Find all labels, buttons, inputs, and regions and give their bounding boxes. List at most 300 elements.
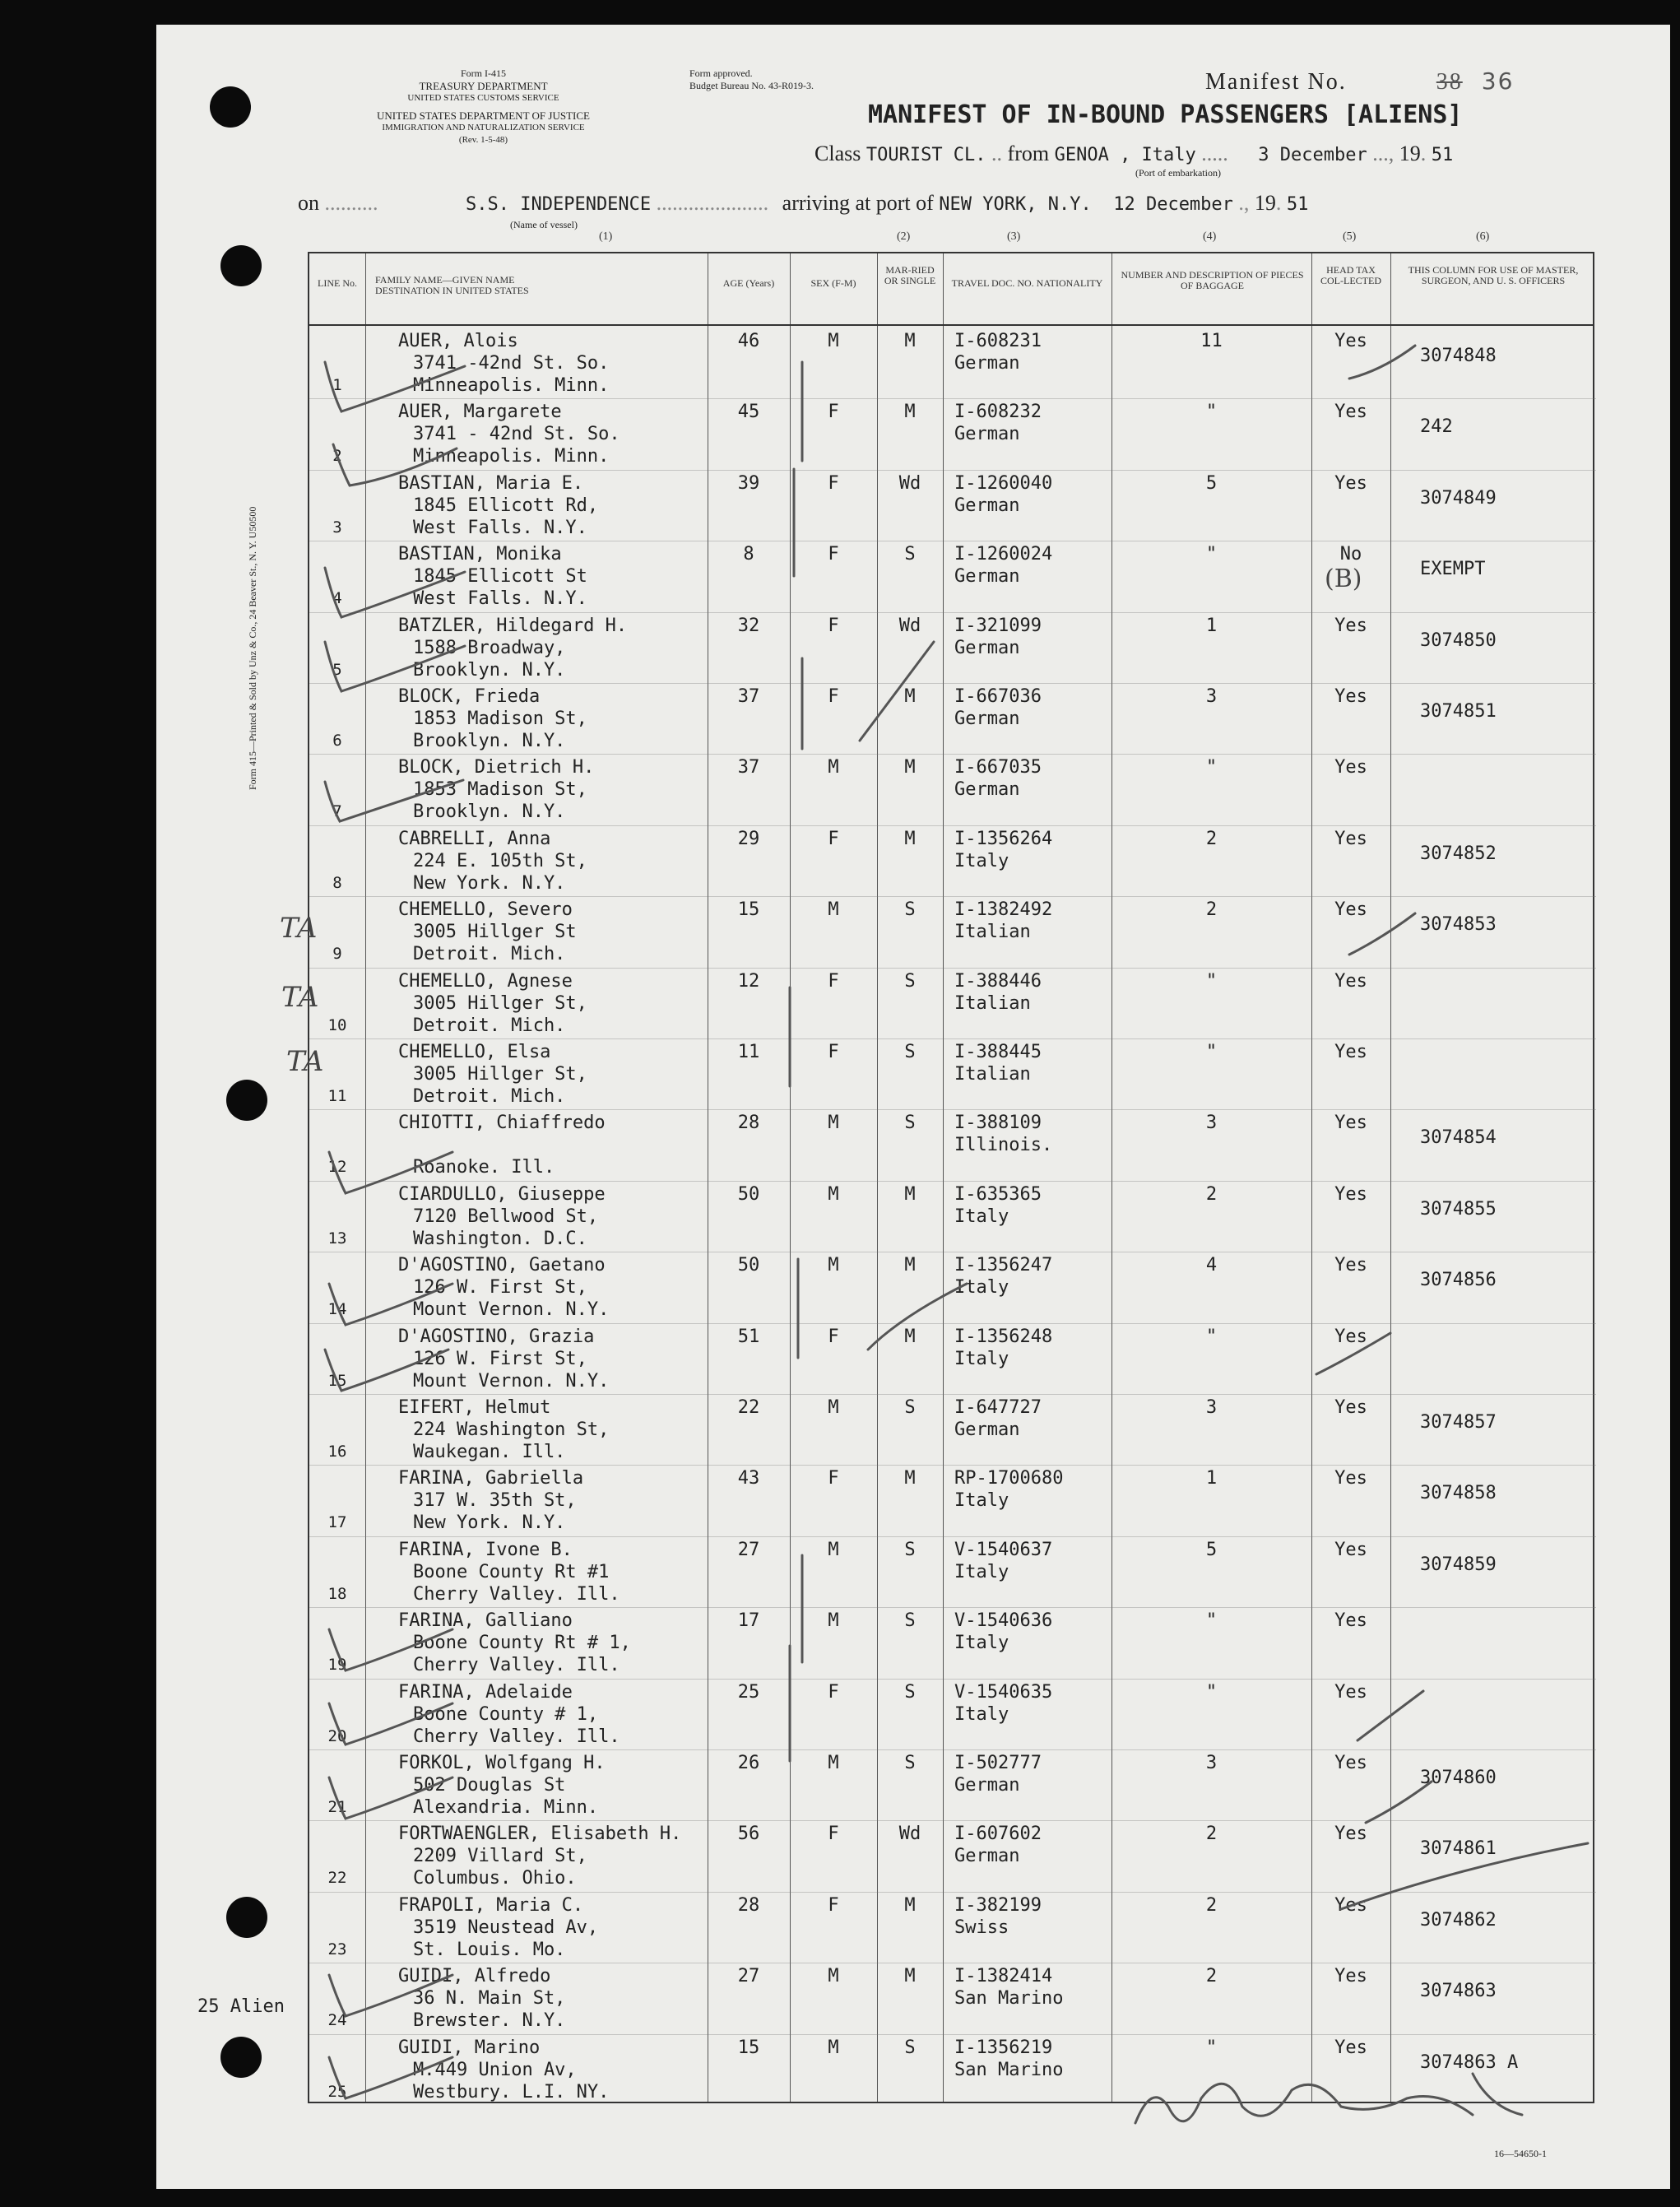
ins-line: IMMIGRATION AND NATURALIZATION SERVICE [382, 123, 585, 132]
nationality: Illinois. [954, 1135, 1053, 1156]
officer-number: 3074848 [1420, 346, 1497, 366]
address-street: 36 N. Main St, [413, 1988, 566, 2010]
baggage-count: 5 [1205, 472, 1218, 494]
travel-doc-no: I-388446 [954, 970, 1042, 992]
line-number: 4 [332, 589, 342, 608]
page-title: MANIFEST OF IN-BOUND PASSENGERS [ALIENS] [868, 100, 1463, 129]
line-number: 17 [327, 1513, 347, 1532]
passenger-name: CHEMELLO, Agnese [398, 970, 573, 992]
passenger-name: FRAPOLI, Maria C. [398, 1894, 584, 1916]
passenger-name: FARINA, Galliano [398, 1610, 573, 1632]
passenger-name: CHEMELLO, Severo [398, 899, 573, 921]
sex: M [828, 1113, 839, 1134]
baggage-count: 2 [1205, 828, 1218, 849]
address-city: Detroit. Mich. [413, 1086, 566, 1107]
address-city: Brooklyn. N.Y. [413, 659, 566, 681]
officer-number: 3074853 [1420, 914, 1497, 936]
address-city: Detroit. Mich. [413, 1015, 566, 1036]
travel-doc-no: I-382199 [954, 1894, 1042, 1916]
address-city: Mount Vernon. N.Y. [413, 1299, 610, 1321]
customs-line: UNITED STATES CUSTOMS SERVICE [407, 93, 559, 103]
travel-doc-no: I-608232 [954, 402, 1042, 423]
baggage-count: 3 [1205, 1113, 1218, 1134]
travel-doc-no: I-1260040 [954, 472, 1053, 494]
baggage-count: 4 [1205, 1255, 1218, 1276]
travel-doc-no: I-388109 [954, 1113, 1042, 1134]
nationality: Italian [954, 1064, 1031, 1085]
nationality: Italy [954, 1561, 1009, 1582]
marital-status: S [904, 1610, 916, 1632]
address-city: Brooklyn. N.Y. [413, 731, 566, 751]
class-label: Class [814, 142, 861, 165]
officer-number: 3074849 [1420, 487, 1497, 509]
sex: F [828, 1894, 839, 1916]
passenger-name: FARINA, Adelaide [398, 1681, 573, 1703]
passenger-name: AUER, Margarete [398, 402, 562, 423]
address-city: Mount Vernon. N.Y. [413, 1370, 610, 1392]
arriving-label: arriving at port of [782, 191, 934, 215]
address-city: Washington. D.C. [413, 1228, 587, 1249]
line-number: 20 [327, 1726, 347, 1745]
age: 29 [737, 828, 760, 849]
nationality: German [954, 424, 1020, 445]
age: 37 [737, 757, 760, 778]
marital-status: S [904, 544, 916, 565]
address-street: 1845 Ellicott Rd, [413, 495, 599, 516]
age: 15 [737, 2037, 760, 2058]
alien-count-note: 25 Alien [197, 1996, 285, 2017]
passenger-name: EIFERT, Helmut [398, 1397, 551, 1418]
sex: F [828, 1681, 839, 1703]
age: 39 [737, 472, 760, 494]
officer-number: 3074863 A [1420, 2051, 1519, 2073]
sex: F [828, 686, 839, 707]
nationality: German [954, 1419, 1020, 1440]
manifest-no-struck: 38 [1436, 69, 1463, 95]
sex: M [828, 1183, 839, 1205]
line-number: 18 [327, 1584, 347, 1603]
address-street: 126 W. First St, [413, 1277, 587, 1299]
sex: F [828, 1468, 839, 1489]
col-head-tax: HEAD TAX COL-LECTED [1320, 264, 1381, 286]
baggage-count: 3 [1205, 1753, 1218, 1773]
marital-status: M [904, 686, 916, 707]
marital-status: M [904, 402, 916, 423]
age: 11 [737, 1042, 760, 1062]
justice-line: UNITED STATES DEPARTMENT OF JUSTICE [377, 109, 590, 122]
officer-number: 3074863 [1420, 1981, 1497, 2002]
travel-doc-no: I-647727 [954, 1397, 1042, 1418]
address-street: M.449 Union Av, [413, 2059, 577, 2080]
nationality: Italy [954, 1277, 1009, 1299]
baggage-count: 2 [1205, 1183, 1218, 1205]
head-tax: Yes [1334, 1681, 1367, 1703]
officer-number: 3074851 [1420, 701, 1497, 722]
address-street: Boone County Rt # 1, [413, 1633, 631, 1654]
nationality: Italy [954, 1703, 1009, 1725]
travel-doc-no: I-635365 [954, 1183, 1042, 1205]
col-head-name: FAMILY NAME—GIVEN NAME DESTINATION IN UNITED STATES [375, 274, 529, 296]
line-number: 6 [332, 732, 342, 750]
travel-doc-no: V-1540635 [954, 1681, 1053, 1703]
travel-doc-no: I-607602 [954, 1824, 1042, 1845]
passenger-name: BATZLER, Hildegard H. [398, 615, 628, 636]
baggage-count: " [1205, 1326, 1218, 1347]
nationality: German [954, 637, 1020, 658]
head-tax: Yes [1334, 1894, 1367, 1916]
sex: M [828, 1255, 839, 1276]
line-number: 23 [327, 1940, 347, 1958]
address-street: Boone County # 1, [413, 1703, 599, 1725]
address-street: 502 Douglas St [413, 1775, 566, 1796]
head-tax: Yes [1334, 1113, 1367, 1134]
marital-status: S [904, 1539, 916, 1560]
address-city: West Falls. N.Y. [413, 588, 587, 610]
passenger-name: FORKOL, Wolfgang H. [398, 1753, 606, 1773]
line-number: 16 [327, 1443, 347, 1461]
address-city: Minneapolis. Minn. [413, 446, 610, 467]
address-city: St. Louis. Mo. [413, 1939, 566, 1960]
tax-b-mark: (B) [1325, 565, 1362, 593]
col-number-3: (3) [1007, 230, 1021, 243]
passenger-name: GUIDI, Alfredo [398, 1966, 551, 1987]
col-number-1: (1) [599, 230, 613, 243]
officer-number: 3074858 [1420, 1483, 1497, 1504]
address-city: New York. N.Y. [413, 1512, 566, 1534]
head-tax: Yes [1334, 331, 1367, 351]
sex: F [828, 402, 839, 423]
address-city: Brooklyn. N.Y. [413, 801, 566, 823]
col-head-line: LINE No. [318, 277, 357, 289]
baggage-count: 2 [1205, 899, 1218, 921]
marital-status: S [904, 1681, 916, 1703]
address-city: Cherry Valley. Ill. [413, 1583, 620, 1605]
age: 43 [737, 1468, 760, 1489]
age: 51 [737, 1326, 760, 1347]
line-number: 7 [332, 802, 342, 821]
line-number: 19 [327, 1656, 347, 1675]
line-number: 11 [327, 1087, 347, 1105]
head-tax: Yes [1334, 1824, 1367, 1845]
col-number-5: (5) [1343, 230, 1357, 243]
travel-doc-no: V-1540636 [954, 1610, 1053, 1632]
vessel-caption: (Name of vessel) [510, 219, 578, 230]
line-number: 14 [327, 1300, 347, 1319]
address-street: 3005 Hillger St, [413, 992, 587, 1014]
travel-doc-no: I-388445 [954, 1042, 1042, 1062]
nationality: German [954, 495, 1020, 516]
approval-line: Form approved. [689, 67, 753, 79]
line-number: 9 [332, 945, 342, 964]
head-tax: Yes [1334, 1753, 1367, 1773]
sex: M [828, 1610, 839, 1632]
passenger-name: BLOCK, Dietrich H. [398, 757, 595, 778]
address-city: West Falls. N.Y. [413, 517, 587, 538]
age: 27 [737, 1539, 760, 1560]
line-number: 22 [327, 1869, 347, 1888]
depart-year: 51 [1431, 145, 1454, 165]
class-value: TOURIST CL. [866, 145, 986, 165]
head-tax: Yes [1334, 1255, 1367, 1276]
baggage-count: 3 [1205, 1397, 1218, 1418]
nationality: Italy [954, 1490, 1009, 1512]
marital-status: Wd [898, 472, 921, 494]
officer-number: 3074855 [1420, 1198, 1497, 1220]
age: 8 [743, 544, 754, 565]
baggage-count: 2 [1205, 1824, 1218, 1845]
ta-mark: TA [280, 912, 318, 945]
nationality: German [954, 566, 1020, 588]
officer-number: EXEMPT [1420, 559, 1486, 580]
sex: F [828, 828, 839, 849]
ta-mark: TA [281, 981, 319, 1014]
passenger-name: CHIOTTI, Chiaffredo [398, 1113, 606, 1134]
nationality: Italian [954, 922, 1031, 943]
address-city: Roanoke. Ill. [413, 1157, 555, 1178]
address-city: Waukegan. Ill. [413, 1442, 566, 1462]
head-tax: Yes [1334, 2037, 1367, 2058]
head-tax: Yes [1334, 1183, 1367, 1205]
marital-status: M [904, 1468, 916, 1489]
passenger-name: FARINA, Ivone B. [398, 1539, 573, 1560]
line-number: 5 [332, 660, 342, 679]
head-tax: Yes [1334, 1966, 1367, 1987]
nationality: San Marino [954, 2059, 1064, 2080]
nationality: Swiss [954, 1917, 1009, 1938]
form-number: Form I-415 [461, 67, 506, 79]
travel-doc-no: V-1540637 [954, 1539, 1053, 1560]
line-number: 24 [327, 2011, 347, 2030]
address-city: Cherry Valley. Ill. [413, 1655, 620, 1676]
travel-doc-no: I-667035 [954, 757, 1042, 778]
marital-status: S [904, 1397, 916, 1418]
passenger-name: CHEMELLO, Elsa [398, 1042, 551, 1062]
address-street: 317 W. 35th St, [413, 1490, 577, 1512]
address-street: 1588 Broadway, [413, 637, 566, 658]
marital-status: M [904, 828, 916, 849]
address-street: 3005 Hillger St, [413, 1064, 587, 1085]
marital-status: S [904, 899, 916, 921]
baggage-count: " [1205, 970, 1218, 992]
class-line: Class TOURIST CL. .. from GENOA , Italy ..... 3 December ..., 19. 51 [814, 142, 1454, 165]
head-tax: Yes [1334, 1397, 1367, 1418]
nationality: Italian [954, 992, 1031, 1014]
col-number-2: (2) [897, 230, 911, 243]
officer-number: 3074854 [1420, 1127, 1497, 1149]
head-tax: Yes [1334, 1539, 1367, 1560]
baggage-count: 11 [1200, 331, 1223, 351]
nationality: Italy [954, 1206, 1009, 1227]
col-head-married: MAR-RIED OR SINGLE [884, 264, 936, 286]
travel-doc-no: RP-1700680 [954, 1468, 1064, 1489]
sex: F [828, 472, 839, 494]
head-tax: Yes [1334, 1042, 1367, 1062]
baggage-count: 1 [1205, 1468, 1218, 1489]
from-value: GENOA , Italy [1054, 145, 1196, 165]
travel-doc-no: I-321099 [954, 615, 1042, 636]
sex: M [828, 1966, 839, 1987]
manifest-label: Manifest No. [1205, 69, 1347, 95]
arrival-date: 12 December [1113, 194, 1233, 215]
nationality: Italy [954, 1633, 1009, 1654]
nationality: German [954, 709, 1020, 729]
head-tax: Yes [1334, 1610, 1367, 1632]
sex: M [828, 2037, 839, 2058]
age: 50 [737, 1183, 760, 1205]
age: 26 [737, 1753, 760, 1773]
marital-status: M [904, 1255, 916, 1276]
baggage-count: " [1205, 2037, 1218, 2058]
form-code: 16—54650-1 [1494, 2148, 1547, 2159]
head-tax: Yes [1334, 828, 1367, 849]
baggage-count: 2 [1205, 1894, 1218, 1916]
baggage-count: 1 [1205, 615, 1218, 636]
head-tax: Yes [1334, 472, 1367, 494]
line-number: 15 [327, 1371, 347, 1390]
officer-number: 3074852 [1420, 843, 1497, 864]
address-city: Cherry Valley. Ill. [413, 1726, 620, 1747]
address-street: 1853 Madison St, [413, 779, 587, 801]
line-number: 3 [332, 518, 342, 537]
address-street: Boone County Rt #1 [413, 1561, 610, 1582]
address-street: 1845 Ellicott St [413, 566, 587, 588]
age: 37 [737, 686, 760, 707]
age: 46 [737, 331, 760, 351]
col-head-age: AGE (Years) [722, 277, 775, 289]
line-number: 8 [332, 873, 342, 892]
col-head-travel: TRAVEL DOC. NO. NATIONALITY [951, 277, 1103, 289]
arrival-port: NEW YORK, N.Y. [939, 194, 1092, 215]
officer-number: 3074856 [1420, 1270, 1497, 1291]
marital-status: M [904, 757, 916, 778]
head-tax: Yes [1334, 402, 1367, 423]
line-number: 25 [327, 2082, 347, 2101]
travel-doc-no: I-1356247 [954, 1255, 1053, 1276]
travel-doc-no: I-1382492 [954, 899, 1053, 921]
line-number: 21 [327, 1798, 347, 1816]
age: 28 [737, 1894, 760, 1916]
baggage-count: 5 [1205, 1539, 1218, 1560]
line-number: 10 [327, 1015, 347, 1034]
age: 22 [737, 1397, 760, 1418]
head-tax: Yes [1334, 757, 1367, 778]
travel-doc-no: I-1356248 [954, 1326, 1053, 1347]
age: 17 [737, 1610, 760, 1632]
head-tax: Yes [1334, 686, 1367, 707]
marital-status: S [904, 2037, 916, 2058]
travel-doc-no: I-667036 [954, 686, 1042, 707]
baggage-count: " [1205, 402, 1218, 423]
year-prefix-2: 19 [1254, 191, 1276, 215]
travel-doc-no: I-608231 [954, 331, 1042, 351]
passenger-name: BASTIAN, Monika [398, 544, 562, 565]
address-street: 224 E. 105th St, [413, 850, 587, 871]
passenger-name: CIARDULLO, Giuseppe [398, 1183, 606, 1205]
sex: F [828, 1042, 839, 1062]
sex: F [828, 615, 839, 636]
sex: M [828, 899, 839, 921]
marital-status: S [904, 1113, 916, 1134]
ta-mark: TA [286, 1045, 324, 1078]
line-number: 13 [327, 1229, 347, 1248]
officer-number: 3074850 [1420, 630, 1497, 651]
vessel-line: on .......... S.S. INDEPENDENCE ..................... arriving at port of NEW YORK, N.Y. 12 December ., 19. 51 [298, 191, 1309, 215]
age: 56 [737, 1824, 760, 1845]
head-tax: Yes [1334, 899, 1367, 921]
line-number: 12 [327, 1158, 347, 1177]
manifest-no: 36 [1481, 67, 1515, 95]
arrival-year: 51 [1286, 194, 1309, 215]
sex: M [828, 1539, 839, 1560]
marital-status: M [904, 331, 916, 351]
on-label: on [298, 191, 319, 215]
baggage-count: " [1205, 1042, 1218, 1062]
from-label: from [1007, 142, 1050, 165]
age: 15 [737, 899, 760, 921]
address-city: Alexandria. Minn. [413, 1797, 599, 1818]
address-street: 7120 Bellwood St, [413, 1206, 599, 1227]
officer-number: 3074859 [1420, 1554, 1497, 1575]
sex: F [828, 544, 839, 565]
col-head-baggage: NUMBER AND DESCRIPTION OF PIECES OF BAGGAGE [1121, 269, 1304, 291]
nationality: San Marino [954, 1988, 1064, 2010]
baggage-count: 2 [1205, 1966, 1218, 1987]
address-street: 126 W. First St, [413, 1348, 587, 1369]
side-print: Form 415—Printed & Sold by Unz & Co., 24 Beaver St., N. Y. U50500 [247, 506, 258, 790]
officer-number: 242 [1420, 416, 1453, 438]
travel-doc-no: I-1382414 [954, 1966, 1053, 1987]
vessel-name: S.S. INDEPENDENCE [466, 194, 652, 215]
col-head-sex: SEX (F-M) [810, 277, 856, 289]
nationality: German [954, 1775, 1020, 1796]
passenger-name: FORTWAENGLER, Elisabeth H. [398, 1824, 682, 1845]
baggage-count: " [1205, 757, 1218, 778]
marital-status: M [904, 1183, 916, 1205]
officer-number: 3074857 [1420, 1412, 1497, 1433]
age: 28 [737, 1113, 760, 1134]
travel-doc-no: I-1356219 [954, 2037, 1053, 2058]
col-number-4: (4) [1203, 230, 1217, 243]
baggage-count: " [1205, 1610, 1218, 1632]
head-tax: Yes [1334, 1468, 1367, 1489]
marital-status: S [904, 970, 916, 992]
marital-status: M [904, 1966, 916, 1987]
nationality: German [954, 1846, 1020, 1867]
marital-status: M [904, 1326, 916, 1347]
address-street: 224 Washington St, [413, 1419, 610, 1440]
passenger-name: GUIDI, Marino [398, 2037, 541, 2058]
address-street: 1853 Madison St, [413, 709, 587, 729]
sex: M [828, 1397, 839, 1418]
marital-status: M [904, 1894, 916, 1916]
head-tax: Yes [1334, 615, 1367, 636]
passenger-name: BASTIAN, Maria E. [398, 472, 584, 494]
nationality: German [954, 779, 1020, 801]
passenger-name: CABRELLI, Anna [398, 828, 551, 849]
address-street: 3005 Hillger St [413, 922, 577, 943]
officer-number: 3074861 [1420, 1838, 1497, 1860]
year-prefix: 19 [1399, 142, 1421, 165]
marital-status: S [904, 1042, 916, 1062]
age: 50 [737, 1255, 760, 1276]
sex: F [828, 1824, 839, 1845]
travel-doc-no: I-1260024 [954, 544, 1053, 565]
address-city: Detroit. Mich. [413, 944, 566, 965]
nationality: German [954, 353, 1020, 374]
sex: F [828, 970, 839, 992]
address-street: 3741 - 42nd St. So. [413, 424, 620, 445]
travel-doc-no: I-502777 [954, 1753, 1042, 1773]
